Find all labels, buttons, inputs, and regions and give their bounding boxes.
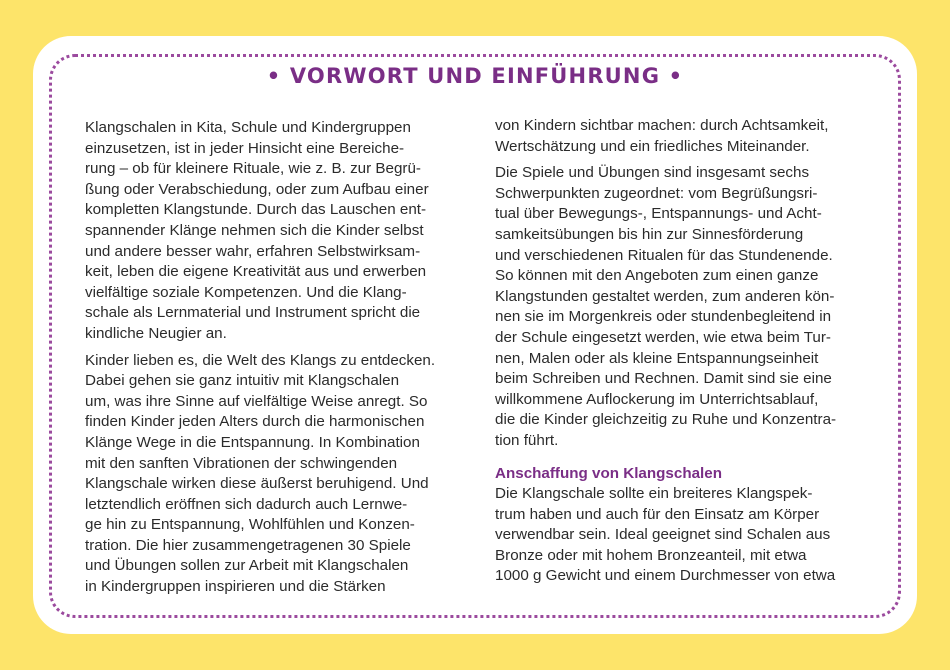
text-line: willkommene Auflockerung im Unterrichtsablauf, <box>495 390 819 408</box>
text-line: von Kindern sichtbar machen: durch Achtsamkeit, <box>495 117 829 134</box>
text-line: spannender Klänge nehmen sich die Kinder selbst <box>85 221 424 239</box>
text-line: trum haben und auch für den Einsatz am Körper <box>495 505 820 523</box>
text-line: Schwerpunkten zugeordnet: vom Begrüßungsri- <box>495 184 818 202</box>
text-line: verwendbar sein. Ideal geeignet sind Schalen aus <box>495 526 831 544</box>
page-card <box>33 36 917 634</box>
text-line: und verschiedenen Ritualen für das Stundenende. <box>495 246 833 264</box>
page-title-text: • VORWORT UND EINFÜHRUNG • <box>259 64 692 88</box>
text-line: Die Spiele und Übungen sind insgesamt sechs <box>495 164 810 182</box>
paragraph-children <box>85 351 457 598</box>
text-line: die die Kinder gleichzeitig zu Ruhe und Konzentra- <box>495 411 837 429</box>
text-line: tion führt. <box>495 431 559 449</box>
right-column <box>495 116 845 593</box>
text-line: Die Klangschale sollte ein breiteres Klangspek- <box>495 485 813 503</box>
text-line: mit den sanften Vibrationen der schwingenden <box>85 454 398 472</box>
text-line: nen sie im Morgenkreis oder stundenbegleitend in <box>495 308 832 326</box>
text-line: kindliche Neugier an. <box>85 324 227 342</box>
text-line: ßung oder Verabschiedung, oder zum Aufbau einer <box>85 180 429 198</box>
text-line: Klänge Wege in die Entspannung. In Kombination <box>85 433 420 451</box>
section-subheading: Anschaffung von Klangschalen <box>495 464 722 482</box>
text-line: 1000 g Gewicht und einem Durchmesser von etwa <box>495 567 836 585</box>
text-line: und Übungen sollen zur Arbeit mit Klangschalen <box>85 557 409 575</box>
text-line: keit, leben die eigene Kreativität aus und erwerben <box>85 263 427 281</box>
text-line: Klangschale wirken diese äußerst beruhigend. Und <box>85 475 429 493</box>
left-column <box>85 118 457 604</box>
text-line: um, was ihre Sinne auf vielfältige Weise anregt. So <box>85 392 428 410</box>
paragraph-continuation <box>495 116 845 157</box>
text-line: ge hin zu Entspannung, Wohlfühlen und Konzen- <box>85 516 415 534</box>
text-line: rung – ob für kleinere Rituale, wie z. B. zur Begrü- <box>85 160 421 178</box>
paragraph-acquisition <box>495 484 845 587</box>
paragraph-games <box>495 163 845 451</box>
text-line: So können mit den Angeboten zum einen ganze <box>495 267 819 285</box>
text-line: tual über Bewegungs-, Entspannungs- und Acht- <box>495 205 822 223</box>
text-line: tration. Die hier zusammengetragenen 30 Spiele <box>85 536 411 554</box>
text-line: Kinder lieben es, die Welt des Klangs zu entdecken. <box>85 351 436 369</box>
text-line: Bronze oder mit hohem Bronzeanteil, mit etwa <box>495 546 807 564</box>
page-title <box>33 64 917 88</box>
text-line: Klangschalen in Kita, Schule und Kindergruppen <box>85 119 411 136</box>
text-line: Wertschätzung und ein friedliches Miteinander. <box>495 137 810 155</box>
text-line: letztendlich eröffnen sich dadurch auch Lernwe- <box>85 495 408 513</box>
text-line: nen, Malen oder als kleine Entspannungseinheit <box>495 349 819 367</box>
text-line: finden Kinder jeden Alters durch die harmonischen <box>85 413 425 431</box>
text-line: Klangstunden gestaltet werden, zum anderen kön- <box>495 287 835 305</box>
text-line: einzusetzen, ist in jeder Hinsicht eine Bereiche- <box>85 139 405 157</box>
text-line: und andere besser wahr, erfahren Selbstwirksam- <box>85 242 421 260</box>
paragraph-intro <box>85 118 457 345</box>
text-line: schale als Lernmaterial und Instrument spricht die <box>85 304 421 322</box>
text-line: beim Schreiben und Rechnen. Damit sind sie eine <box>495 370 832 388</box>
text-line: der Schule eingesetzt werden, wie etwa beim Tur- <box>495 328 831 346</box>
text-line: Dabei gehen sie ganz intuitiv mit Klangschalen <box>85 372 400 390</box>
text-line: in Kindergruppen inspirieren und die Stärken <box>85 578 386 596</box>
text-line: samkeitsübungen bis hin zur Sinnesförderung <box>495 225 804 243</box>
text-line: vielfältige soziale Kompetenzen. Und die Klang- <box>85 283 407 301</box>
text-line: kompletten Klangstunde. Durch das Lauschen ent- <box>85 201 427 219</box>
